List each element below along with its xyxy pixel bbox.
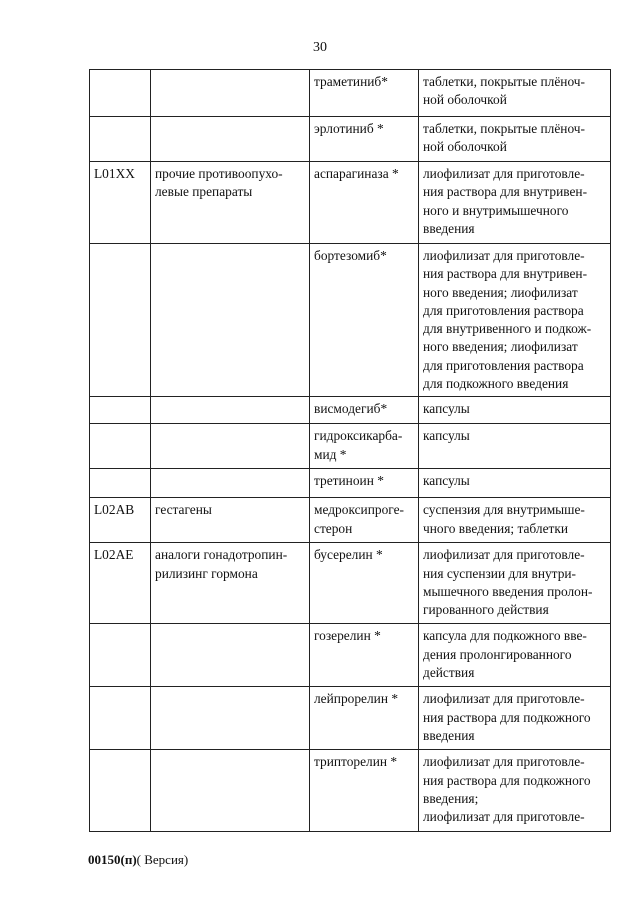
atc-code-cell — [90, 162, 151, 244]
pharmacological-group-cell-text: прочие противоопухо- левые препараты — [155, 166, 283, 200]
pharmacological-group-cell — [151, 498, 310, 543]
dosage-form-cell — [419, 543, 611, 624]
pharmacological-group-cell — [151, 469, 310, 498]
drug-name-cell-text: висмодегиб* — [314, 401, 388, 417]
atc-code-cell — [90, 70, 151, 117]
atc-code-cell — [90, 543, 151, 624]
drug-name-cell-text: трипторелин * — [314, 754, 398, 770]
drug-table-body — [90, 70, 611, 832]
footer-version: ( Версия) — [136, 852, 189, 867]
drug-name-cell-text: аспарагиназа * — [314, 166, 399, 181]
footer-doc-id: 00150(п) — [88, 852, 137, 867]
dosage-form-cell-text: лиофилизат для приготовле- ния раствора для подкожного введения; лиофилизат для приготовле- — [423, 754, 591, 825]
dosage-form-cell — [419, 70, 611, 117]
pharmacological-group-cell — [151, 70, 310, 117]
dosage-form-cell-text: капсула для подкожного вве- дения пролонгированного действия — [423, 628, 587, 680]
dosage-form-cell — [419, 397, 611, 424]
pharmacological-group-cell — [151, 687, 310, 750]
pharmacological-group-cell — [151, 244, 310, 397]
table-row — [90, 397, 611, 424]
drug-name-cell-text: бусерелин * — [314, 547, 383, 563]
atc-code-cell — [90, 498, 151, 543]
table-row — [90, 70, 611, 117]
table-row — [90, 117, 611, 162]
dosage-form-cell-text: капсулы — [423, 473, 470, 489]
table-row — [90, 469, 611, 498]
drug-name-cell-text: гидроксикарба- мид * — [314, 428, 403, 462]
atc-code-cell — [90, 424, 151, 469]
pharmacological-group-cell-text: аналоги гонадотропин- рилизинг гормона — [155, 547, 288, 581]
drug-name-cell-text: медроксипроге- стерон — [314, 502, 405, 536]
atc-code-cell — [90, 687, 151, 750]
drug-name-cell — [310, 424, 419, 469]
dosage-form-cell — [419, 750, 611, 832]
page-number: 30 — [313, 40, 327, 55]
dosage-form-cell-text: лиофилизат для приготовле- ния раствора для внутривен- ного введения; лиофилизат для приготовления раствора для внутривенного и подкож- ного введения; лиофилизат для приготовления раствора для подкожного введения — [423, 248, 592, 392]
dosage-form-cell-text: капсулы — [423, 401, 470, 417]
drug-name-cell-text: эрлотиниб * — [314, 121, 384, 136]
dosage-form-cell-text: таблетки, покрытые плёноч- ной оболочкой — [423, 121, 585, 155]
atc-code-cell — [90, 117, 151, 162]
drug-name-cell — [310, 750, 419, 832]
dosage-form-cell — [419, 117, 611, 162]
dosage-form-cell-text: лиофилизат для приготовле- ния раствора для подкожного введения — [423, 691, 591, 743]
pharmacological-group-cell — [151, 750, 310, 832]
drug-name-cell — [310, 469, 419, 498]
table-row — [90, 687, 611, 750]
dosage-form-cell-text: таблетки, покрытые плёноч- ной оболочкой — [423, 74, 585, 108]
drug-name-cell — [310, 624, 419, 687]
table-row — [90, 162, 611, 244]
pharmacological-group-cell-text: гестагены — [155, 502, 212, 518]
table-row — [90, 498, 611, 543]
drug-name-cell — [310, 117, 419, 162]
pharmacological-group-cell — [151, 162, 310, 244]
dosage-form-cell — [419, 498, 611, 543]
dosage-form-cell — [419, 624, 611, 687]
atc-code-cell — [90, 750, 151, 832]
dosage-form-cell-text: суспензия для внутримыше- чного введения; таблетки — [423, 502, 585, 536]
table-row — [90, 244, 611, 397]
atc-code-cell-text: L01XX — [94, 166, 135, 181]
drug-table — [89, 69, 611, 832]
atc-code-cell — [90, 244, 151, 397]
footer — [88, 852, 188, 868]
pharmacological-group-cell — [151, 397, 310, 424]
atc-code-cell — [90, 397, 151, 424]
pharmacological-group-cell — [151, 424, 310, 469]
drug-name-cell-text: третиноин * — [314, 473, 384, 489]
drug-name-cell — [310, 162, 419, 244]
dosage-form-cell-text: лиофилизат для приготовле- ния раствора для внутривен- ного и внутримышечного введения — [423, 166, 588, 236]
dosage-form-cell — [419, 469, 611, 498]
atc-code-cell — [90, 469, 151, 498]
table-row — [90, 424, 611, 469]
dosage-form-cell — [419, 687, 611, 750]
drug-name-cell — [310, 244, 419, 397]
drug-name-cell-text: траметиниб* — [314, 74, 388, 89]
atc-code-cell — [90, 624, 151, 687]
pharmacological-group-cell — [151, 543, 310, 624]
pharmacological-group-cell — [151, 117, 310, 162]
pharmacological-group-cell — [151, 624, 310, 687]
dosage-form-cell-text: лиофилизат для приготовле- ния суспензии для внутри- мышечного введения пролон- гированного действия — [423, 547, 593, 618]
dosage-form-cell — [419, 244, 611, 397]
drug-name-cell — [310, 70, 419, 117]
table-row — [90, 750, 611, 832]
table-row — [90, 624, 611, 687]
atc-code-cell-text: L02AB — [94, 502, 135, 518]
drug-name-cell — [310, 498, 419, 543]
drug-name-cell — [310, 397, 419, 424]
drug-name-cell-text: гозерелин * — [314, 628, 381, 644]
dosage-form-cell — [419, 162, 611, 244]
dosage-form-cell-text: капсулы — [423, 428, 470, 444]
dosage-form-cell — [419, 424, 611, 469]
drug-name-cell — [310, 687, 419, 750]
drug-name-cell-text: лейпрорелин * — [314, 691, 399, 707]
drug-name-cell — [310, 543, 419, 624]
table-row — [90, 543, 611, 624]
atc-code-cell-text: L02AE — [94, 547, 134, 563]
drug-name-cell-text: бортезомиб* — [314, 248, 387, 263]
